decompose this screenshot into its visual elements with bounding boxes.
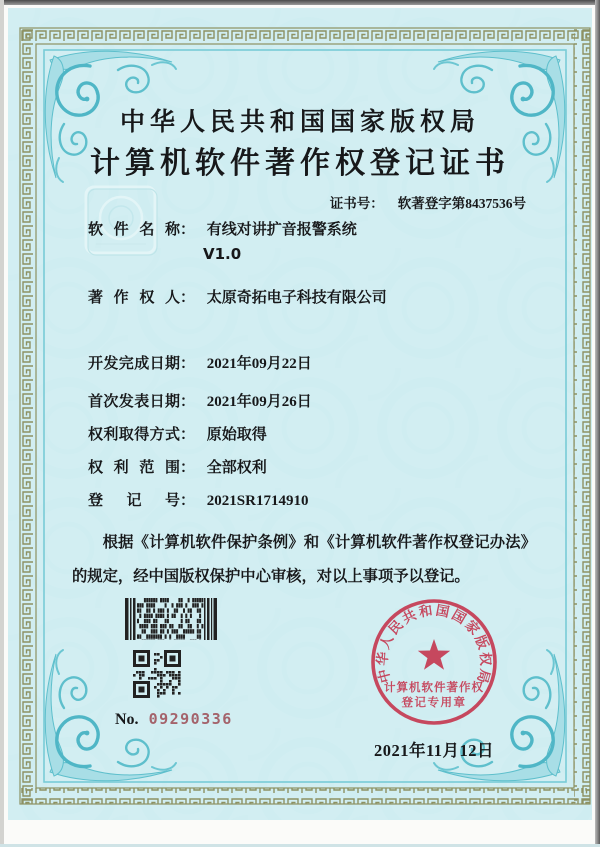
field-row-first-publish-date: 首次发表日期： 2021年09月26日 (88, 390, 312, 411)
seal-line1: 计算机软件著作权 (384, 682, 484, 694)
certificate-number-label: 证书号： (329, 196, 384, 211)
pdf417-barcode-icon (125, 598, 217, 640)
field-row-registration-number: 登记号： 2021SR1714910 (88, 489, 308, 510)
issuing-authority: 中华人民共和国国家版权局 (119, 109, 480, 136)
field-label: 权利取得方式 (88, 427, 180, 443)
field-value: 全部权利 (206, 460, 267, 476)
serial-value: 09290336 (148, 710, 233, 728)
software-version: V1.0 (203, 245, 242, 263)
photo-edge (0, 0, 600, 5)
field-row-software-name: 软件名称： 有线对讲扩音报警系统 V1.0 (88, 218, 357, 263)
field-value: 太原奇拓电子科技有限公司 (206, 290, 387, 306)
certificate-title: 计算机软件著作权登记证书 (90, 147, 510, 180)
field-label: 首次发表日期 (88, 394, 180, 410)
field-value: 2021年09月26日 (206, 394, 312, 410)
issue-date: 2021年11月12日 (373, 741, 495, 760)
field-row-copyright-owner: 著作权人： 太原奇拓电子科技有限公司 (88, 286, 387, 307)
serial-prefix: No. (115, 711, 139, 728)
field-value: 2021SR1714910 (206, 493, 309, 509)
field-label: 软件名称 (88, 222, 180, 238)
photo-edge (595, 0, 600, 847)
field-value: 2021年09月22日 (206, 356, 312, 372)
qr-code-icon (133, 650, 181, 698)
photo-edge (0, 0, 4, 847)
seal-line2: 登记专用章 (401, 697, 467, 709)
certificate-number-value: 软著登字第8437536号 (397, 196, 526, 211)
seal-ring-text: 中华人民共和国国家版权局 (374, 602, 494, 687)
field-label: 著作权人 (88, 290, 180, 306)
field-label: 开发完成日期 (88, 356, 180, 372)
certificate-paper (8, 8, 592, 820)
field-row-dev-complete-date: 开发完成日期： 2021年09月22日 (88, 352, 312, 373)
field-row-rights-scope: 权利范围： 全部权利 (88, 456, 267, 477)
field-label: 登记号 (88, 493, 180, 509)
certificate-number (330, 192, 526, 212)
field-label: 权利范围 (88, 460, 180, 476)
field-row-rights-acquisition: 权利取得方式： 原始取得 (88, 423, 267, 444)
field-value: 有线对讲扩音报警系统 (206, 222, 357, 238)
serial-number (115, 710, 233, 729)
seal-star-icon (418, 639, 450, 670)
registration-statement: 根据《计算机软件保护条例》和《计算机软件著作权登记办法》的规定，经中国版权保护中心审核，对以上事项予以登记。 (72, 534, 536, 585)
field-value: 原始取得 (206, 427, 267, 443)
official-red-seal (368, 596, 500, 728)
